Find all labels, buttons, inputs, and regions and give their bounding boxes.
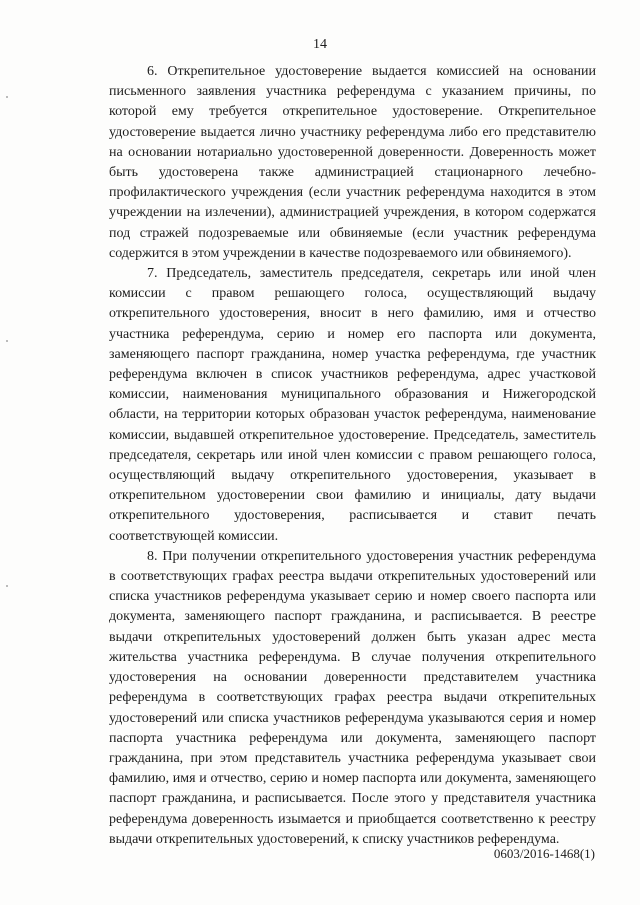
scan-edge-mark (6, 340, 8, 342)
scan-edge-mark (6, 96, 8, 98)
paragraph-6: 6. Открепительное удостоверение выдается комиссией на основании письменного заявления участника референдума с указанием причины, по которой ему требуется открепительное удостоверение. Открепительное удостоверение выдается лично участнику референдума либо его представителю на основании нотариально удостоверенной доверенности. Доверенность может быть удостоверена также администрацией стационарного лечебно-профилактического учреждения (если участник референдума находится в этом учреждении на излечении), администрацией учреждения, в котором содержатся под стражей подозреваемые или обвиняемые (если участник референдума содержится в этом учреждении в качестве подозреваемого или обвиняемого). (109, 64, 596, 261)
paragraph-8: 8. При получении открепительного удостоверения участник референдума в соответствующих графах реестра выдачи открепительных удостоверений или списка участников референдума указывает серию и номер своего паспорта или документа, заменяющего паспорт гражданина, и расписывается. В реестре выдачи открепительных удостоверений должен быть указан адрес места жительства участника референдума. В случае получения открепительного удостоверения на основании доверенности представителем участника референдума в соответствующих графах реестра выдачи открепительных удостоверений или списка участников референдума указываются серия и номер паспорта участника референдума или документа, заменяющего паспорт гражданина, при этом представитель участника референдума указывает свои фамилию, имя и отчество, серию и номер паспорта или документа, заменяющего паспорт гражданина, и расписывается. После этого у представителя участника референдума доверенность изымается и приобщается соответственно к реестру выдачи открепительных удостоверений, к списку участников референдума. (109, 548, 596, 847)
document-body (109, 62, 596, 850)
document-code: 0603/2016-1468(1) (493, 846, 595, 861)
scan-edge-mark (6, 585, 8, 587)
page-number: 14 (313, 37, 327, 52)
paragraph-7: 7. Председатель, заместитель председателя, секретарь или иной член комиссии с правом решающего голоса, осуществляющий выдачу открепительного удостоверения, вносит в него фамилию, имя и отчество участника референдума, серию и номер его паспорта или документа, заменяющего паспорт гражданина, номер участка референдума, где участник референдума включен в список участников референдума, адрес участковой комиссии, наименования муниципального образования и Нижегородской области, на территории которых образован участок референдума, наименование комиссии, выдавшей открепительное удостоверение. Председатель, заместитель председателя, секретарь или иной член комиссии с правом решающего голоса, осуществляющий выдачу открепительного удостоверения, указывает в открепительном удостоверении свои фамилию и инициалы, дату выдачи открепительного удостоверения, расписывается и ставит печать соответствующей комиссии. (109, 266, 596, 544)
